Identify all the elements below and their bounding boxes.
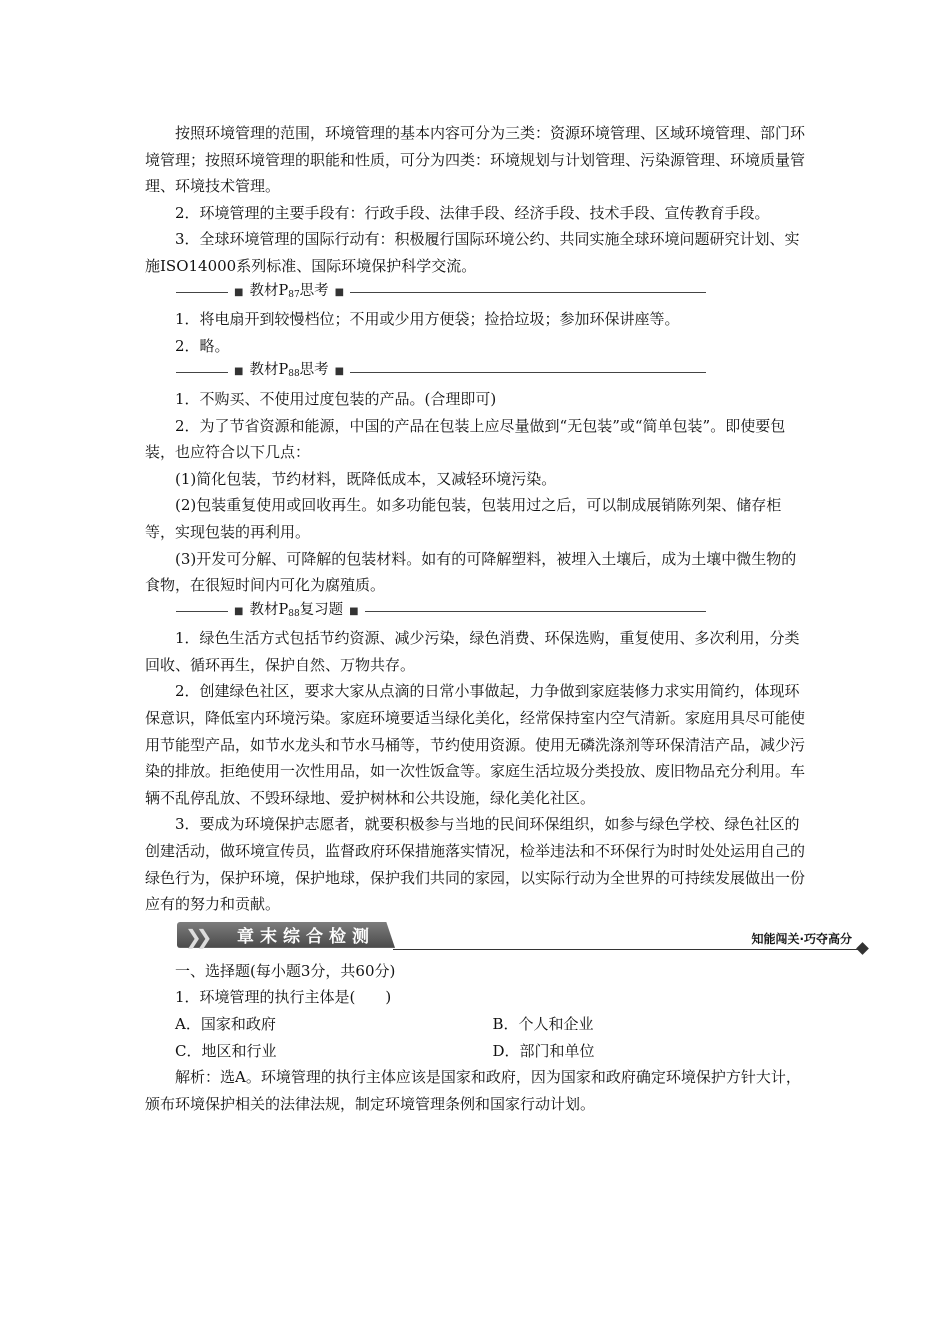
section-label: 教材$P_{88}$思考 bbox=[249, 362, 329, 380]
square-bullet-icon: ■ bbox=[334, 366, 345, 378]
divider-line-right bbox=[365, 611, 706, 612]
divider-line-left bbox=[176, 372, 228, 373]
answer-subitem: (1)简化包装，节约材料，既降低成本，又减轻环境污染。 bbox=[175, 469, 557, 488]
section-label: 教材$P_{87}$思考 bbox=[249, 282, 329, 300]
options-row bbox=[145, 1038, 810, 1065]
divider-line-right bbox=[350, 372, 706, 373]
answer-item: 3．要成为环境保护志愿者，就要积极参与当地的民间环保组织，如参与绿色学校、绿色社区的创建活动，做环境宣传员，监督政府环保措施落实情况，检举违法和不环保行为时时处处运用自己的绿色行为，保护环境，保护地球，保护我们共同的家园，以实际行动为全世界的可持续发展做出一份应有的努力和贡献。 bbox=[145, 815, 806, 914]
diamond-icon bbox=[856, 942, 869, 955]
section-divider-p87-thinking bbox=[176, 280, 706, 307]
square-bullet-icon: ■ bbox=[349, 605, 359, 617]
paragraph-global-actions: 3．全球环境管理的国际行动有：积极履行国际环境公约、共同实施全球环境问题研究计划、实施ISO14000系列标准、国际环境保护科学交流。 bbox=[145, 230, 800, 275]
answer-item: 1．将电扇开到较慢档位；不用或少用方便袋；捡拾垃圾；参加环保讲座等。 bbox=[175, 310, 680, 329]
options-row bbox=[145, 1011, 810, 1038]
square-bullet-icon: ■ bbox=[334, 286, 345, 298]
section-label: 教材$P_{88}$复习题 bbox=[249, 601, 344, 619]
paragraph-management-means: 2．环境管理的主要手段有：行政手段、法律手段、经济手段、技术手段、宣传教育手段。 bbox=[175, 203, 770, 222]
answer-subitem: (2)包装重复使用或回收再生。如多功能包装，包装用过之后，可以制成展销陈列架、储存柜等，实现包装的再利用。 bbox=[145, 496, 782, 541]
section-divider-p88-thinking bbox=[176, 359, 706, 386]
answer-item: 2．略。 bbox=[175, 336, 230, 355]
quiz-question: 1．环境管理的执行主体是( ) bbox=[175, 988, 392, 1007]
paragraph-management-scope: 按照环境管理的范围，环境管理的基本内容可分为三类：资源环境管理、区域环境管理、部门环境管理；按照环境管理的职能和性质，可分为四类：环境规划与计划管理、污染源管理、环境质量管理、环境技术管理。 bbox=[145, 124, 806, 196]
answer-item: 1．绿色生活方式包括节约资源、减少污染，绿色消费、环保选购，重复使用、多次利用，分类回收、循环再生，保护自然、万物共存。 bbox=[145, 629, 800, 674]
option-a: A．国家和政府 bbox=[175, 1015, 276, 1033]
divider-line-right bbox=[350, 292, 706, 293]
answer-item: 1．不购买、不使用过度包装的产品。(合理即可) bbox=[175, 389, 497, 408]
page-content bbox=[145, 120, 852, 1117]
quiz-heading: 一、选择题(每小题3分，共60分) bbox=[175, 961, 396, 980]
answer-explanation: 解析：选A。环境管理的执行主体应该是国家和政府，因为国家和政府确定环境保护方针大计，颁布环境保护相关的法律法规，制定环境管理条例和国家行动计划。 bbox=[145, 1068, 801, 1113]
divider-line-left bbox=[176, 611, 228, 612]
double-chevron-icon: ❯❯ bbox=[185, 924, 207, 949]
square-bullet-icon: ■ bbox=[234, 605, 244, 617]
answer-subitem: (3)开发可分解、可降解的包装材料。如有的可降解塑料，被埋入土壤后，成为土壤中微生物的食物，在很短时间内可化为腐殖质。 bbox=[145, 549, 797, 595]
chapter-review-banner bbox=[145, 920, 852, 954]
option-d: D．部门和单位 bbox=[492, 1041, 595, 1060]
answer-item: 2．为了节省资源和能源，中国的产品在包装上应尽量做到“无包装”或“简单包装”。即使要包装，也应符合以下几点： bbox=[145, 416, 786, 462]
banner-slogan: 知能闯关·巧夺高分 bbox=[751, 931, 852, 946]
divider-line-left bbox=[176, 292, 228, 293]
square-bullet-icon: ■ bbox=[234, 366, 244, 378]
answer-item: 2．创建绿色社区，要求大家从点滴的日常小事做起，力争做到家庭装修力求实用简约，体现环保意识，降低室内环境污染。家庭环境要适当绿化美化，经常保持室内空气清新。家庭用具尽可能使用节能型产品，如节水龙头和节水马桶等，节约使用资源。使用无磷洗涤剂等环保清洁产品，减少污染的排放。拒绝使用一次性用品，如一次性饭盒等。家庭生活垃圾分类投放、废旧物品充分利用。车辆不乱停乱放、不毁环绿地、爱护树林和公共设施，绿化美化社区。 bbox=[145, 682, 806, 807]
square-bullet-icon: ■ bbox=[234, 286, 244, 298]
section-divider-p88-review bbox=[176, 599, 706, 626]
option-b: B．个人和企业 bbox=[492, 1015, 594, 1033]
banner-title: 章末综合检测 bbox=[237, 926, 375, 947]
option-c: C．地区和行业 bbox=[175, 1041, 277, 1060]
